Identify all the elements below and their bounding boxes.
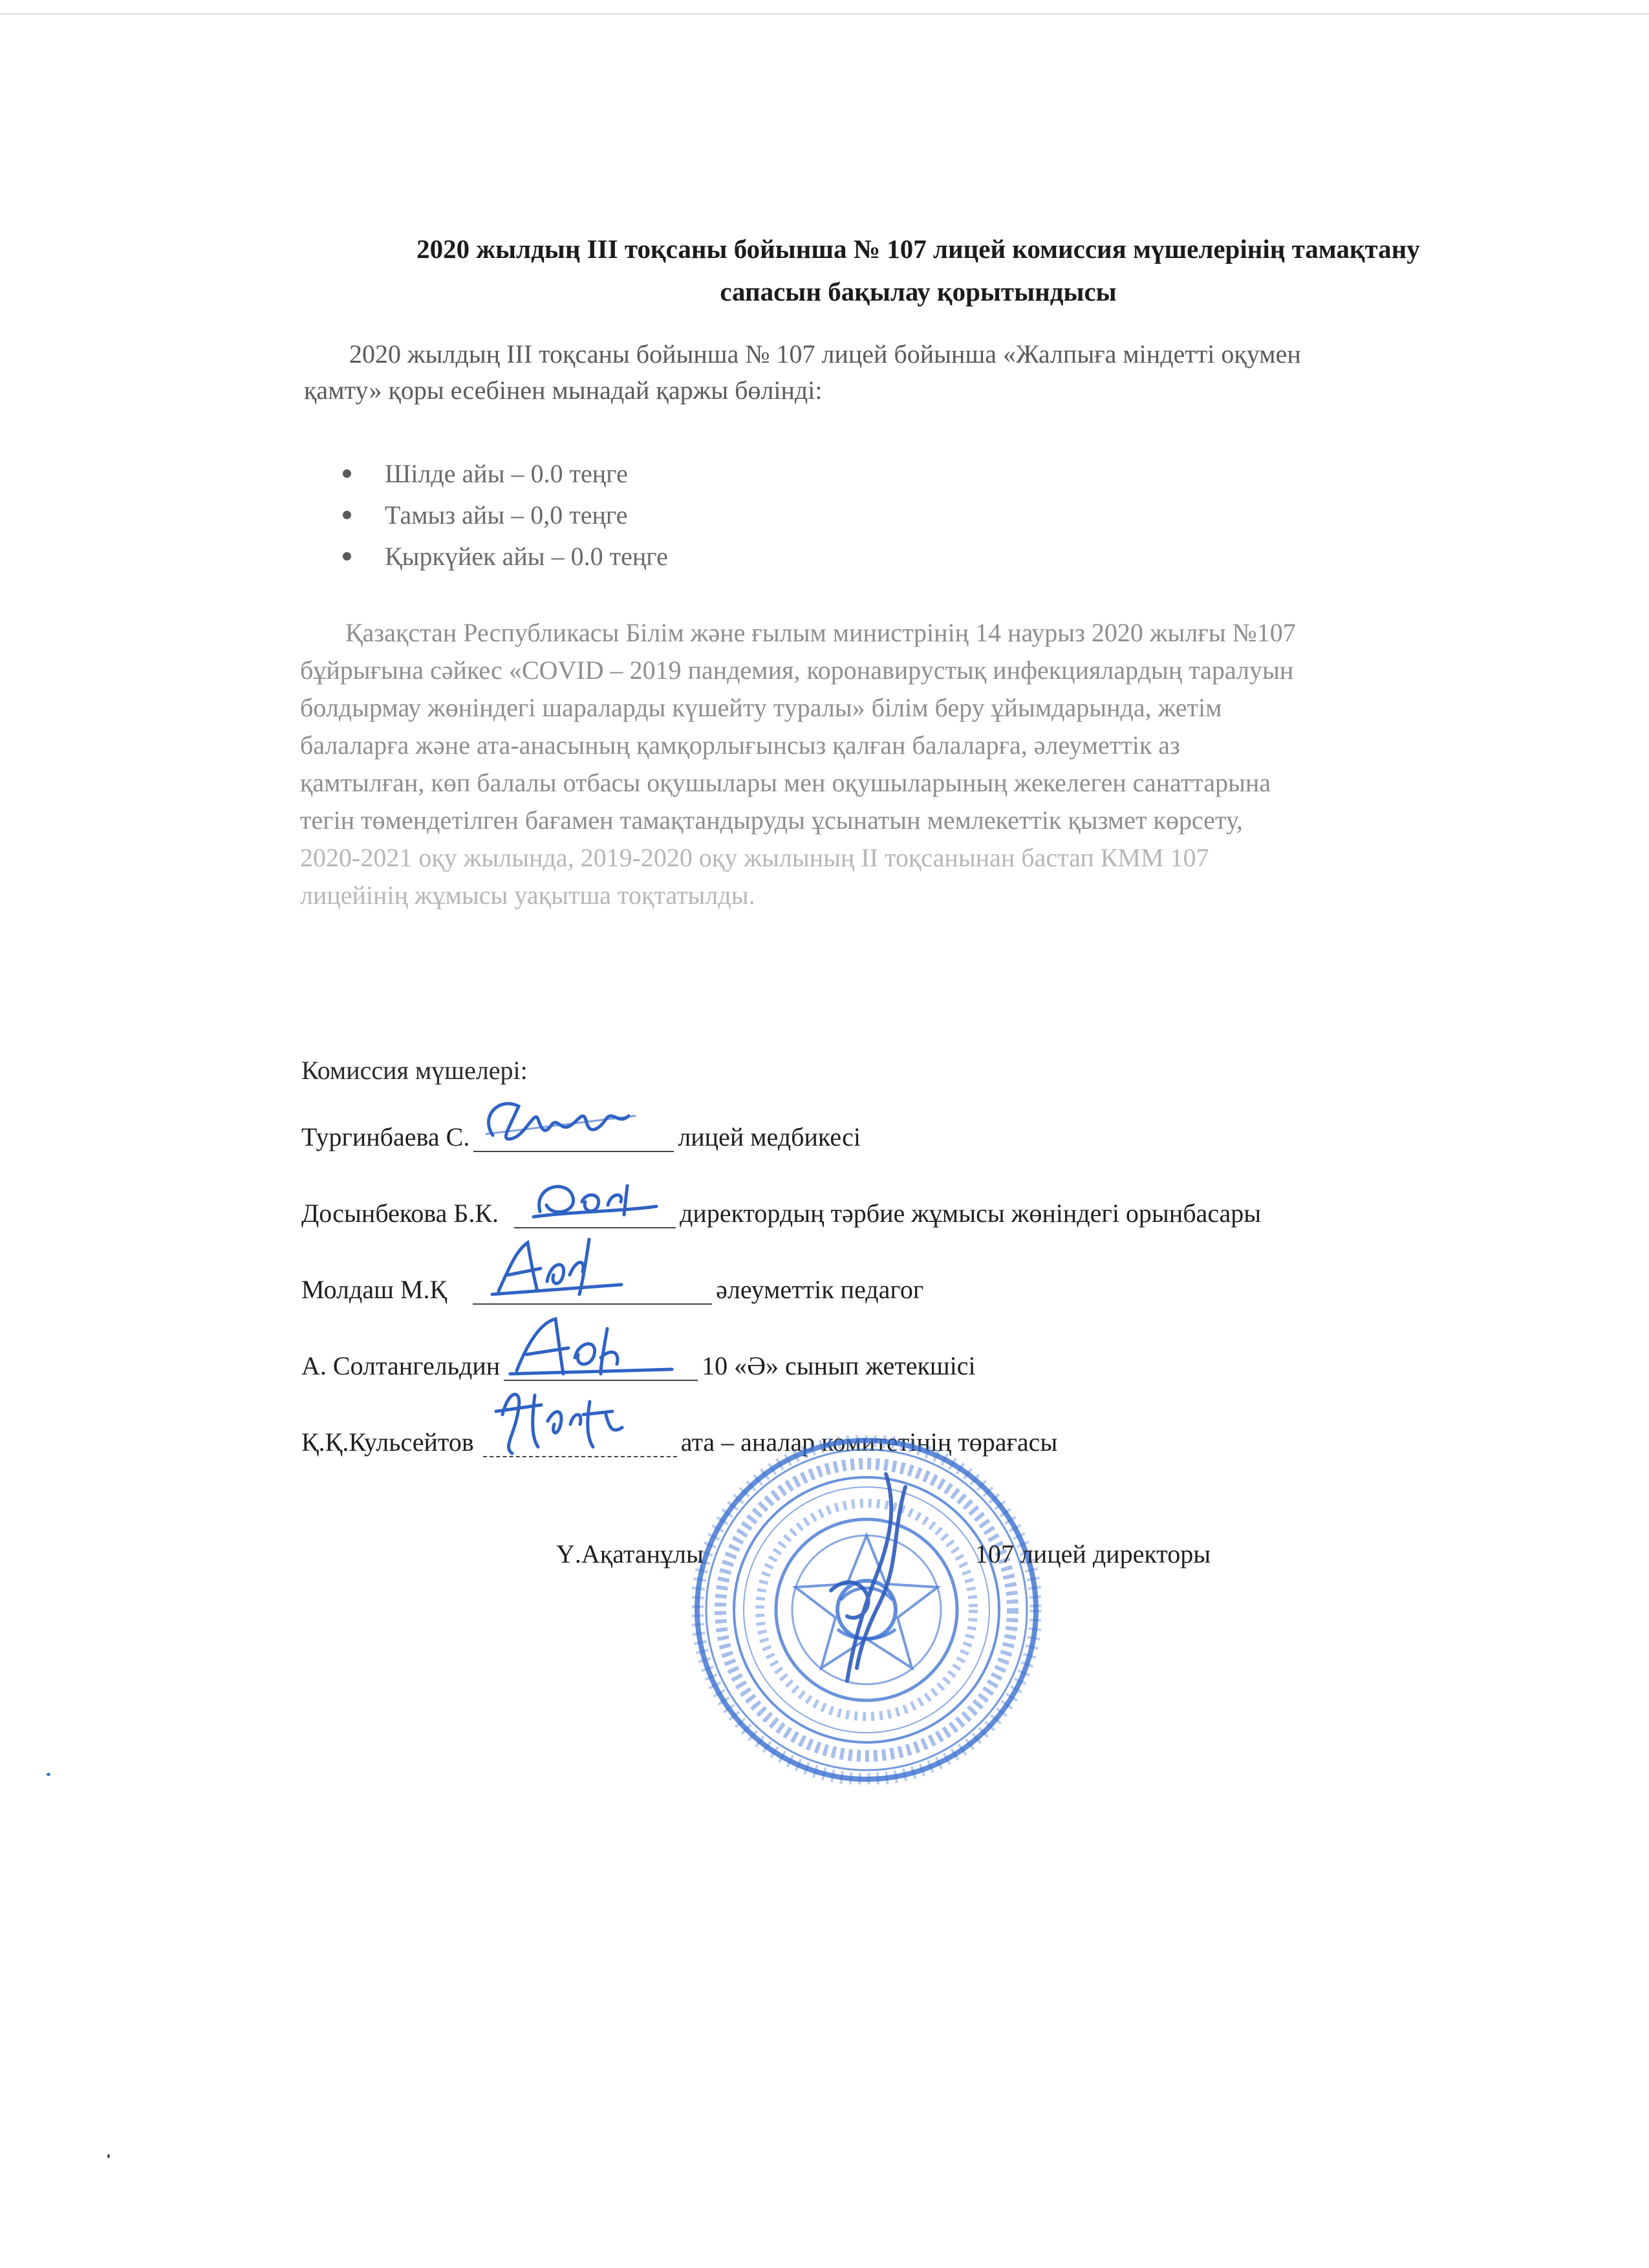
member-name: А. Солтангельдин: [301, 1351, 501, 1380]
paragraph-line: бұйрығына сәйкес «COVID – 2019 пандемия, коронавирустық инфекциялардың таралуын: [300, 656, 1294, 685]
bullet-icon: [343, 469, 351, 478]
member-row: [301, 1113, 861, 1152]
list-item: [343, 453, 668, 494]
paragraph-line: лицейінің жұмысы уақытша тоқтатылды.: [300, 881, 755, 910]
funding-list: [343, 453, 668, 577]
body-paragraph: [300, 614, 1296, 914]
list-item-text: Қыркүйек айы – 0.0 теңге: [385, 541, 668, 571]
signature-mark-icon: [483, 1376, 677, 1460]
list-item-text: Тамыз айы – 0,0 теңге: [385, 500, 628, 530]
title-line-2: сапасын бақылау қорытындысы: [720, 277, 1117, 306]
intro-line-2: қамту» қоры есебінен мынадай қаржы бөлінді:: [304, 376, 823, 405]
paragraph-line: Қазақстан Республикасы Білім және ғылым министрінің 14 наурыз 2020 жылғы №107: [345, 618, 1296, 647]
member-name: Тургинбаева С.: [301, 1122, 470, 1151]
member-role: әлеуметтік педагог: [716, 1275, 924, 1304]
scan-edge-line: [0, 13, 1649, 15]
members-heading: Комиссия мүшелері:: [301, 1056, 528, 1085]
official-seal-icon: [692, 1435, 1041, 1784]
signature-mark-icon: [473, 1230, 641, 1307]
director-signature-row: [556, 1539, 1211, 1569]
signature-mark-icon: [473, 1090, 667, 1155]
member-role: лицей медбикесі: [678, 1122, 861, 1151]
paragraph-line: 2020-2021 оқу жылында, 2019-2020 оқу жылының II тоқсанынан бастап КММ 107: [300, 843, 1209, 872]
member-role: 10 «Ә» сынып жетекшісі: [702, 1351, 976, 1380]
signature-line: [504, 1341, 698, 1381]
signature-line: [483, 1417, 677, 1457]
signature-mark-icon: [504, 1312, 685, 1384]
signature-line: [514, 1188, 676, 1228]
member-row: [301, 1190, 1261, 1228]
member-role: директордың тәрбие жұмысы жөніндегі орынбасары: [680, 1199, 1262, 1228]
list-item: [343, 494, 668, 535]
list-item: [343, 535, 668, 577]
signature-mark-icon: [514, 1166, 669, 1231]
paragraph-line: қамтылған, көп балалы отбасы оқушылары мен оқушыларының жекелеген санаттарына: [300, 768, 1271, 797]
signature-line: [473, 1265, 712, 1305]
paragraph-line: болдырмау жөніндегі шараларды күшейту туралы» білім беру ұйымдарында, жетім: [300, 693, 1222, 722]
member-row: [301, 1342, 976, 1381]
member-name: Досынбекова Б.К.: [301, 1199, 499, 1228]
scan-speck: [107, 2154, 110, 2158]
member-role: ата – аналар комитетінің төрағасы: [680, 1428, 1058, 1457]
director-role: 107 лицей директоры: [975, 1539, 1211, 1568]
list-item-text: Шілде айы – 0.0 теңге: [385, 458, 628, 488]
bullet-icon: [343, 511, 351, 519]
member-row: [301, 1266, 923, 1305]
member-name: Қ.Қ.Кульсейтов: [301, 1428, 474, 1457]
intro-paragraph: [304, 336, 1301, 409]
document-title: [285, 228, 1552, 313]
title-line-1: 2020 жылдың III тоқсаны бойынша № 107 лицей комиссия мүшелерінің тамақтану: [416, 234, 1420, 264]
paragraph-line: балаларға және ата-анасының қамқорлығынсыз қалған балаларға, әлеуметтік аз: [300, 731, 1180, 760]
paragraph-line: тегін төмендетілген бағамен тамақтандыруды ұсынатын мемлекеттік қызмет көрсету,: [300, 806, 1243, 835]
intro-line-1: 2020 жылдың III тоқсаны бойынша № 107 лицей бойынша «Жалпыға міндетті оқумен: [349, 339, 1301, 369]
member-name: Молдаш М.Қ: [301, 1275, 447, 1304]
bullet-icon: [343, 552, 351, 561]
scan-speck: [47, 1773, 50, 1776]
director-name: Ү.Ақатанұлы: [556, 1539, 704, 1568]
signature-line: [473, 1112, 674, 1152]
